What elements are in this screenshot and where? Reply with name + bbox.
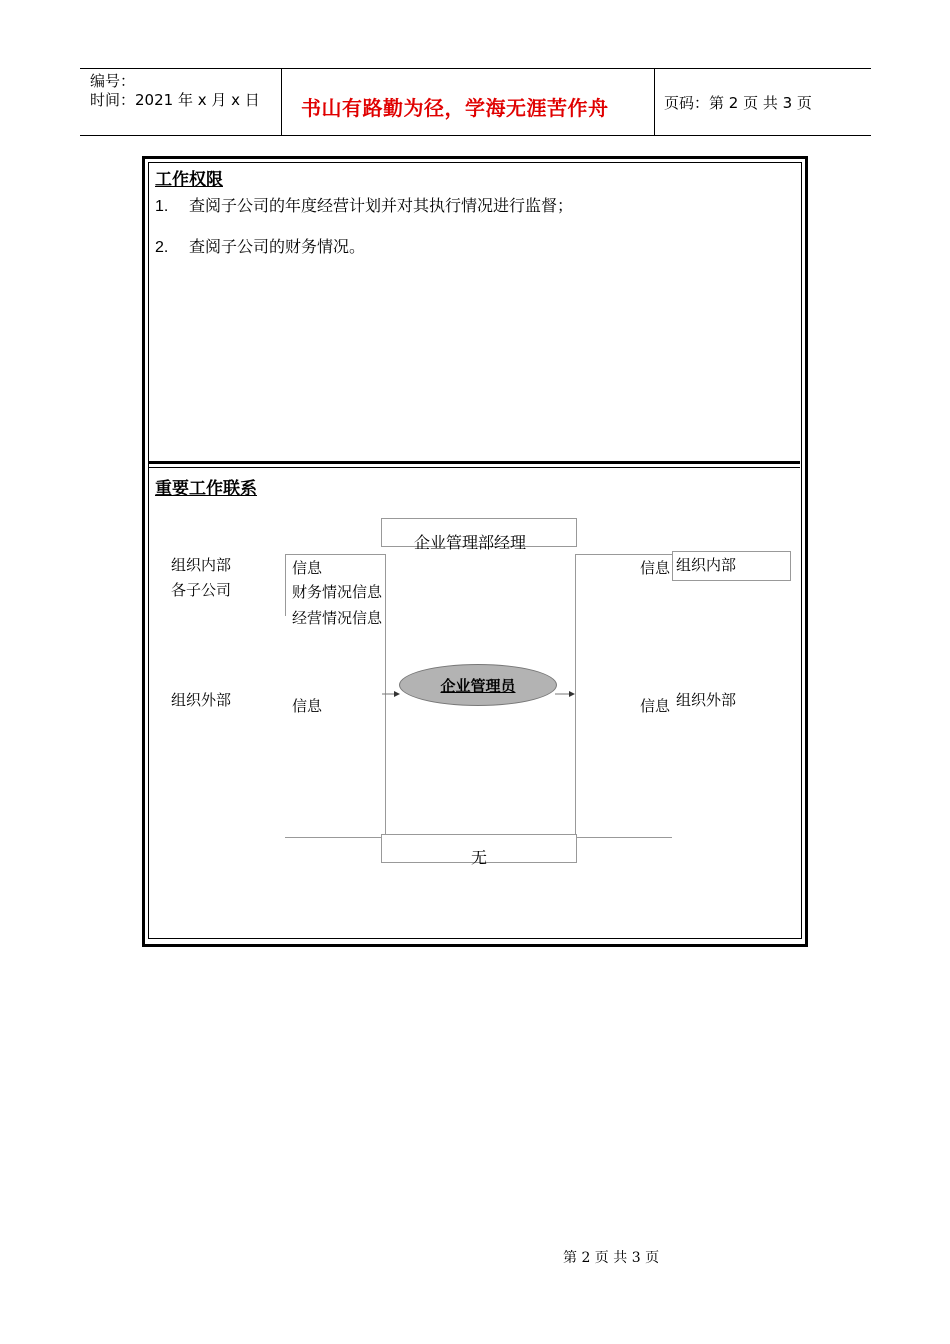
item-number: 1.	[155, 198, 169, 215]
header-motto: 书山有路勤为径，学海无涯苦作舟	[301, 96, 609, 120]
left-operations-info-clip	[292, 609, 387, 627]
authority-section-title: 工作权限	[155, 170, 223, 190]
right-external-label: 组织外部	[676, 691, 737, 709]
header-top-rule	[80, 68, 871, 69]
diagram-left-bottom-hline	[285, 837, 385, 838]
header-divider-right	[654, 68, 655, 136]
authority-item	[155, 193, 573, 216]
diagram-left-short-vline	[285, 554, 286, 616]
header-divider-left	[281, 68, 282, 136]
left-info-label: 信息	[292, 559, 323, 577]
authority-item	[155, 234, 365, 257]
diagram-left-top-hline	[285, 554, 385, 555]
diagram-right-bottom-hline	[575, 837, 672, 838]
right-external-info-label: 信息	[640, 697, 671, 715]
section-divider-thick	[148, 461, 800, 464]
item-number: 2.	[155, 239, 169, 256]
arrow-into-center	[382, 688, 402, 700]
subordinate-box	[381, 834, 577, 867]
diagram-right-top-hline	[575, 554, 672, 555]
center-role-node	[399, 664, 557, 706]
section-divider-thin	[148, 467, 800, 468]
left-finance-info-label: 财务情况信息	[292, 583, 383, 601]
left-internal-label: 组织内部	[171, 556, 232, 574]
item-text: 查阅子公司的年度经营计划并对其执行情况进行监督；	[189, 196, 574, 215]
supervisor-box-label: 企业管理部经理	[414, 533, 527, 552]
left-operations-info-label: 经营情况信息	[292, 609, 383, 627]
doc-number-label: 编号：	[90, 72, 136, 90]
header-page-label: 页码：第 2 页 共 3 页	[664, 94, 812, 112]
right-info-label: 信息	[640, 559, 671, 577]
doc-date-label: 时间：2021 年 x 月 x 日	[90, 91, 260, 109]
relations-section-title: 重要工作联系	[155, 479, 257, 499]
header-bottom-rule	[80, 135, 871, 136]
left-external-info-label: 信息	[292, 697, 323, 715]
subordinate-box-label: 无	[471, 848, 488, 867]
left-subsidiaries-label: 各子公司	[171, 581, 232, 599]
item-text: 查阅子公司的财务情况。	[189, 237, 366, 256]
page-footer: 第 2 页 共 3 页	[563, 1250, 660, 1266]
center-role-label: 企业管理员	[440, 676, 516, 695]
supervisor-box	[381, 518, 577, 552]
arrow-out-of-center	[555, 688, 577, 700]
left-external-label: 组织外部	[171, 691, 232, 709]
right-internal-label: 组织内部	[676, 556, 737, 574]
